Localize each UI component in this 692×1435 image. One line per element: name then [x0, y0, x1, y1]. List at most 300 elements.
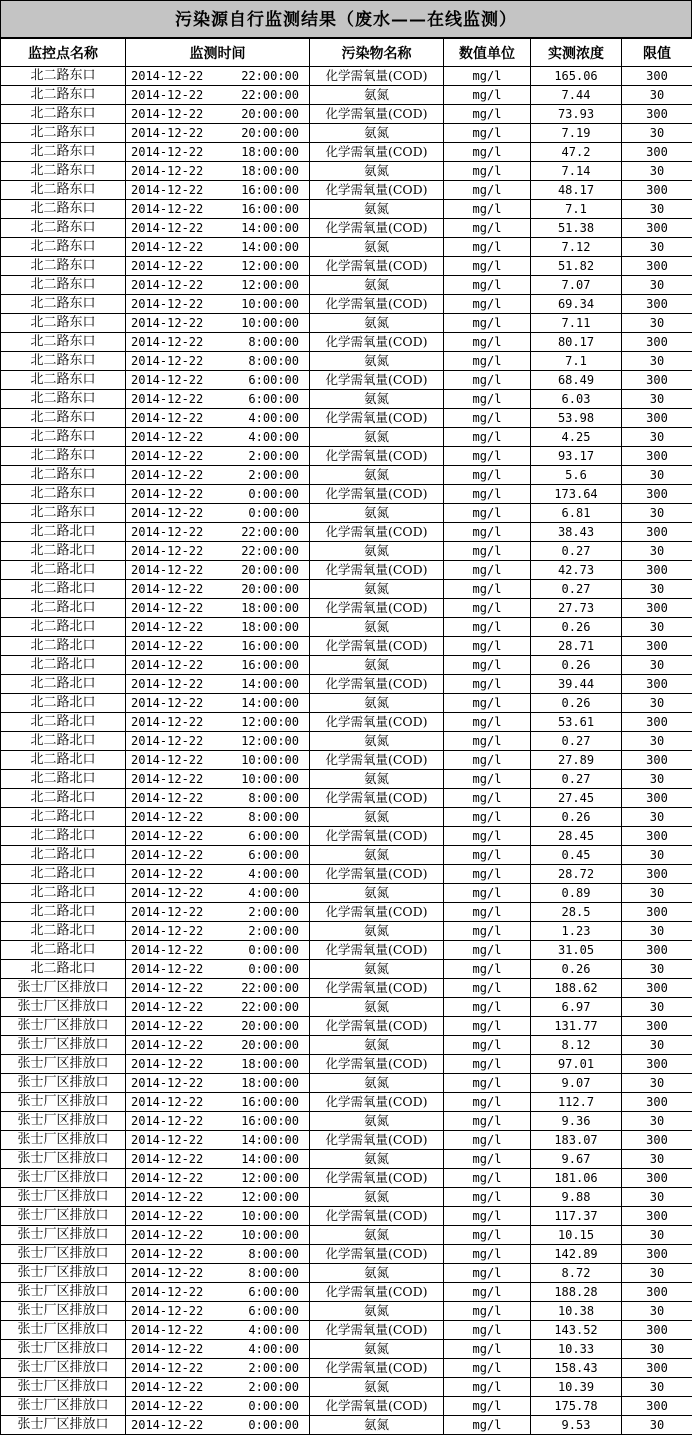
cell-site: 北二路东口: [1, 352, 126, 371]
cell-date: 2014-12-22: [131, 544, 204, 558]
cell-limit: 300: [622, 219, 692, 238]
cell-date: 2014-12-22: [131, 924, 204, 938]
cell-date: 2014-12-22: [131, 183, 204, 197]
cell-pollutant: 化学需氧量(COD): [310, 105, 444, 124]
cell-clock: 4:00:00: [248, 411, 299, 425]
cell-time: [126, 352, 310, 371]
cell-limit: 30: [622, 1264, 692, 1283]
cell-date: 2014-12-22: [131, 1304, 204, 1318]
cell-site: 张士厂区排放口: [1, 1055, 126, 1074]
cell-value: 8.12: [531, 1036, 622, 1055]
cell-date: 2014-12-22: [131, 316, 204, 330]
cell-time: [126, 86, 310, 105]
table-row: [1, 504, 692, 523]
cell-site: 北二路北口: [1, 884, 126, 903]
cell-limit: 30: [622, 960, 692, 979]
cell-date: 2014-12-22: [131, 696, 204, 710]
cell-site: 北二路东口: [1, 162, 126, 181]
cell-unit: mg/l: [444, 599, 531, 618]
cell-time: [126, 257, 310, 276]
cell-date: 2014-12-22: [131, 715, 204, 729]
cell-unit: mg/l: [444, 979, 531, 998]
cell-limit: 300: [622, 1207, 692, 1226]
cell-value: 10.38: [531, 1302, 622, 1321]
cell-pollutant: 化学需氧量(COD): [310, 485, 444, 504]
cell-date: 2014-12-22: [131, 221, 204, 235]
cell-site: 北二路北口: [1, 599, 126, 618]
cell-clock: 12:00:00: [241, 715, 299, 729]
cell-unit: mg/l: [444, 485, 531, 504]
cell-date: 2014-12-22: [131, 1247, 204, 1261]
table-row: [1, 1169, 692, 1188]
cell-pollutant: 氨氮: [310, 542, 444, 561]
cell-time: [126, 1112, 310, 1131]
cell-value: 68.49: [531, 371, 622, 390]
cell-date: 2014-12-22: [131, 202, 204, 216]
cell-clock: 10:00:00: [241, 1209, 299, 1223]
cell-limit: 300: [622, 637, 692, 656]
cell-date: 2014-12-22: [131, 905, 204, 919]
cell-limit: 30: [622, 428, 692, 447]
cell-clock: 2:00:00: [248, 449, 299, 463]
cell-pollutant: 氨氮: [310, 1226, 444, 1245]
cell-clock: 14:00:00: [241, 677, 299, 691]
cell-time: [126, 979, 310, 998]
cell-value: 93.17: [531, 447, 622, 466]
cell-time: [126, 751, 310, 770]
cell-value: 38.43: [531, 523, 622, 542]
cell-unit: mg/l: [444, 181, 531, 200]
cell-limit: 300: [622, 1359, 692, 1378]
cell-time: [126, 542, 310, 561]
cell-value: 0.27: [531, 732, 622, 751]
cell-clock: 4:00:00: [248, 1323, 299, 1337]
cell-time: [126, 789, 310, 808]
table-row: [1, 542, 692, 561]
cell-unit: mg/l: [444, 618, 531, 637]
cell-unit: mg/l: [444, 1131, 531, 1150]
cell-date: 2014-12-22: [131, 601, 204, 615]
cell-site: 张士厂区排放口: [1, 1283, 126, 1302]
cell-date: 2014-12-22: [131, 677, 204, 691]
cell-site: 张士厂区排放口: [1, 1112, 126, 1131]
table-row: [1, 352, 692, 371]
cell-clock: 16:00:00: [241, 1114, 299, 1128]
cell-value: 0.27: [531, 770, 622, 789]
cell-limit: 300: [622, 713, 692, 732]
cell-date: 2014-12-22: [131, 145, 204, 159]
cell-pollutant: 化学需氧量(COD): [310, 1169, 444, 1188]
cell-unit: mg/l: [444, 675, 531, 694]
cell-date: 2014-12-22: [131, 278, 204, 292]
cell-date: 2014-12-22: [131, 753, 204, 767]
table-row: [1, 219, 692, 238]
cell-site: 北二路东口: [1, 466, 126, 485]
cell-time: [126, 371, 310, 390]
cell-unit: mg/l: [444, 808, 531, 827]
cell-site: 北二路北口: [1, 675, 126, 694]
cell-value: 31.05: [531, 941, 622, 960]
cell-date: 2014-12-22: [131, 1133, 204, 1147]
cell-site: 北二路东口: [1, 67, 126, 86]
cell-value: 183.07: [531, 1131, 622, 1150]
cell-unit: mg/l: [444, 1245, 531, 1264]
cell-site: 北二路东口: [1, 390, 126, 409]
cell-clock: 0:00:00: [248, 506, 299, 520]
cell-value: 7.1: [531, 352, 622, 371]
cell-value: 80.17: [531, 333, 622, 352]
cell-limit: 30: [622, 238, 692, 257]
cell-clock: 12:00:00: [241, 278, 299, 292]
table-row: [1, 827, 692, 846]
cell-pollutant: 化学需氧量(COD): [310, 751, 444, 770]
table-row: [1, 1245, 692, 1264]
cell-value: 143.52: [531, 1321, 622, 1340]
table-row: [1, 409, 692, 428]
cell-site: 北二路北口: [1, 618, 126, 637]
cell-site: 北二路北口: [1, 846, 126, 865]
cell-date: 2014-12-22: [131, 1000, 204, 1014]
cell-time: [126, 466, 310, 485]
cell-clock: 22:00:00: [241, 525, 299, 539]
cell-time: [126, 599, 310, 618]
cell-value: 53.61: [531, 713, 622, 732]
cell-date: 2014-12-22: [131, 259, 204, 273]
table-row: [1, 1074, 692, 1093]
table-row: [1, 1112, 692, 1131]
cell-limit: 30: [622, 162, 692, 181]
results-table: [0, 38, 692, 1435]
cell-value: 53.98: [531, 409, 622, 428]
cell-time: [126, 1245, 310, 1264]
cell-site: 北二路东口: [1, 124, 126, 143]
cell-limit: 300: [622, 295, 692, 314]
cell-clock: 6:00:00: [248, 848, 299, 862]
cell-pollutant: 氨氮: [310, 428, 444, 447]
cell-unit: mg/l: [444, 314, 531, 333]
cell-value: 158.43: [531, 1359, 622, 1378]
cell-clock: 2:00:00: [248, 1361, 299, 1375]
cell-date: 2014-12-22: [131, 791, 204, 805]
cell-limit: 300: [622, 105, 692, 124]
cell-date: 2014-12-22: [131, 1076, 204, 1090]
cell-date: 2014-12-22: [131, 107, 204, 121]
cell-site: 北二路东口: [1, 485, 126, 504]
cell-clock: 0:00:00: [248, 1399, 299, 1413]
cell-value: 7.44: [531, 86, 622, 105]
cell-date: 2014-12-22: [131, 1095, 204, 1109]
cell-limit: 30: [622, 1150, 692, 1169]
cell-limit: 300: [622, 143, 692, 162]
cell-pollutant: 氨氮: [310, 1188, 444, 1207]
table-row: [1, 1340, 692, 1359]
cell-value: 10.33: [531, 1340, 622, 1359]
page-title: 污染源自行监测结果（废水——在线监测）: [0, 0, 692, 38]
cell-limit: 300: [622, 751, 692, 770]
cell-time: [126, 1264, 310, 1283]
table-row: [1, 314, 692, 333]
cell-site: 张士厂区排放口: [1, 979, 126, 998]
cell-time: [126, 295, 310, 314]
cell-time: [126, 333, 310, 352]
table-row: [1, 447, 692, 466]
cell-unit: mg/l: [444, 561, 531, 580]
cell-site: 张士厂区排放口: [1, 1302, 126, 1321]
cell-clock: 14:00:00: [241, 1152, 299, 1166]
cell-limit: 30: [622, 390, 692, 409]
cell-unit: mg/l: [444, 238, 531, 257]
cell-limit: 30: [622, 580, 692, 599]
cell-site: 北二路北口: [1, 732, 126, 751]
table-row: [1, 1207, 692, 1226]
cell-value: 188.62: [531, 979, 622, 998]
cell-date: 2014-12-22: [131, 1266, 204, 1280]
cell-unit: mg/l: [444, 751, 531, 770]
cell-value: 51.82: [531, 257, 622, 276]
cell-value: 5.6: [531, 466, 622, 485]
header-row: [1, 39, 692, 67]
cell-time: [126, 162, 310, 181]
cell-limit: 300: [622, 979, 692, 998]
cell-clock: 20:00:00: [241, 1038, 299, 1052]
table-row: [1, 580, 692, 599]
cell-time: [126, 181, 310, 200]
cell-clock: 8:00:00: [248, 810, 299, 824]
table-row: [1, 1055, 692, 1074]
cell-clock: 14:00:00: [241, 696, 299, 710]
cell-time: [126, 409, 310, 428]
cell-site: 张士厂区排放口: [1, 1321, 126, 1340]
cell-time: [126, 1321, 310, 1340]
cell-date: 2014-12-22: [131, 1399, 204, 1413]
cell-site: 北二路北口: [1, 713, 126, 732]
cell-limit: 30: [622, 1302, 692, 1321]
cell-clock: 20:00:00: [241, 563, 299, 577]
cell-clock: 16:00:00: [241, 1095, 299, 1109]
cell-date: 2014-12-22: [131, 506, 204, 520]
cell-unit: mg/l: [444, 637, 531, 656]
cell-value: 112.7: [531, 1093, 622, 1112]
cell-pollutant: 氨氮: [310, 1112, 444, 1131]
cell-unit: mg/l: [444, 390, 531, 409]
cell-value: 27.73: [531, 599, 622, 618]
cell-limit: 300: [622, 67, 692, 86]
cell-clock: 20:00:00: [241, 126, 299, 140]
table-row: [1, 808, 692, 827]
cell-limit: 30: [622, 1416, 692, 1435]
cell-unit: mg/l: [444, 1093, 531, 1112]
cell-time: [126, 1131, 310, 1150]
cell-pollutant: 化学需氧量(COD): [310, 713, 444, 732]
cell-time: [126, 447, 310, 466]
table-row: [1, 713, 692, 732]
cell-limit: 300: [622, 523, 692, 542]
cell-value: 0.26: [531, 656, 622, 675]
cell-site: 北二路东口: [1, 428, 126, 447]
cell-unit: mg/l: [444, 200, 531, 219]
cell-limit: 300: [622, 1017, 692, 1036]
cell-unit: mg/l: [444, 466, 531, 485]
cell-time: [126, 314, 310, 333]
cell-unit: mg/l: [444, 295, 531, 314]
cell-unit: mg/l: [444, 333, 531, 352]
table-row: [1, 561, 692, 580]
cell-clock: 2:00:00: [248, 924, 299, 938]
cell-value: 8.72: [531, 1264, 622, 1283]
table-row: [1, 181, 692, 200]
cell-value: 39.44: [531, 675, 622, 694]
cell-pollutant: 氨氮: [310, 1036, 444, 1055]
cell-clock: 8:00:00: [248, 791, 299, 805]
table-row: [1, 1321, 692, 1340]
cell-time: [126, 1074, 310, 1093]
cell-value: 51.38: [531, 219, 622, 238]
cell-site: 北二路东口: [1, 371, 126, 390]
cell-pollutant: 化学需氧量(COD): [310, 675, 444, 694]
cell-pollutant: 氨氮: [310, 694, 444, 713]
cell-time: [126, 884, 310, 903]
table-row: [1, 523, 692, 542]
cell-limit: 300: [622, 903, 692, 922]
cell-unit: mg/l: [444, 1302, 531, 1321]
cell-clock: 6:00:00: [248, 373, 299, 387]
cell-pollutant: 氨氮: [310, 998, 444, 1017]
cell-pollutant: 化学需氧量(COD): [310, 1397, 444, 1416]
cell-time: [126, 561, 310, 580]
table-row: [1, 922, 692, 941]
cell-pollutant: 氨氮: [310, 1264, 444, 1283]
cell-site: 北二路北口: [1, 656, 126, 675]
cell-time: [126, 1226, 310, 1245]
table-row: [1, 466, 692, 485]
cell-clock: 20:00:00: [241, 1019, 299, 1033]
cell-site: 北二路北口: [1, 751, 126, 770]
header-limit: 限值: [622, 39, 692, 67]
cell-site: 北二路东口: [1, 295, 126, 314]
cell-pollutant: 氨氮: [310, 200, 444, 219]
cell-date: 2014-12-22: [131, 1285, 204, 1299]
cell-pollutant: 化学需氧量(COD): [310, 257, 444, 276]
cell-limit: 300: [622, 257, 692, 276]
cell-unit: mg/l: [444, 162, 531, 181]
cell-unit: mg/l: [444, 903, 531, 922]
cell-date: 2014-12-22: [131, 297, 204, 311]
cell-limit: 30: [622, 542, 692, 561]
cell-unit: mg/l: [444, 998, 531, 1017]
cell-site: 北二路东口: [1, 238, 126, 257]
cell-site: 张士厂区排放口: [1, 1340, 126, 1359]
table-row: [1, 371, 692, 390]
cell-date: 2014-12-22: [131, 1342, 204, 1356]
cell-pollutant: 氨氮: [310, 618, 444, 637]
cell-unit: mg/l: [444, 523, 531, 542]
cell-value: 0.26: [531, 808, 622, 827]
cell-site: 张士厂区排放口: [1, 1188, 126, 1207]
cell-site: 张士厂区排放口: [1, 1036, 126, 1055]
cell-time: [126, 1207, 310, 1226]
cell-time: [126, 200, 310, 219]
cell-pollutant: 氨氮: [310, 732, 444, 751]
cell-time: [126, 732, 310, 751]
cell-time: [126, 808, 310, 827]
table-body: [1, 67, 692, 1435]
cell-pollutant: 化学需氧量(COD): [310, 143, 444, 162]
cell-clock: 2:00:00: [248, 1380, 299, 1394]
cell-pollutant: 氨氮: [310, 1150, 444, 1169]
cell-time: [126, 105, 310, 124]
cell-site: 北二路东口: [1, 314, 126, 333]
cell-date: 2014-12-22: [131, 1323, 204, 1337]
cell-site: 北二路东口: [1, 447, 126, 466]
table-row: [1, 1093, 692, 1112]
cell-pollutant: 化学需氧量(COD): [310, 181, 444, 200]
cell-pollutant: 化学需氧量(COD): [310, 67, 444, 86]
cell-pollutant: 氨氮: [310, 846, 444, 865]
cell-unit: mg/l: [444, 1017, 531, 1036]
cell-time: [126, 67, 310, 86]
cell-time: [126, 428, 310, 447]
table-row: [1, 1264, 692, 1283]
table-row: [1, 846, 692, 865]
cell-date: 2014-12-22: [131, 1190, 204, 1204]
cell-unit: mg/l: [444, 713, 531, 732]
cell-clock: 22:00:00: [241, 981, 299, 995]
cell-clock: 18:00:00: [241, 620, 299, 634]
cell-pollutant: 氨氮: [310, 238, 444, 257]
header-unit: 数值单位: [444, 39, 531, 67]
cell-clock: 4:00:00: [248, 430, 299, 444]
cell-pollutant: 氨氮: [310, 504, 444, 523]
table-row: [1, 162, 692, 181]
table-row: [1, 485, 692, 504]
cell-pollutant: 氨氮: [310, 884, 444, 903]
cell-pollutant: 化学需氧量(COD): [310, 1055, 444, 1074]
cell-site: 张士厂区排放口: [1, 1226, 126, 1245]
cell-site: 北二路北口: [1, 770, 126, 789]
cell-unit: mg/l: [444, 580, 531, 599]
cell-clock: 18:00:00: [241, 164, 299, 178]
cell-pollutant: 化学需氧量(COD): [310, 219, 444, 238]
cell-date: 2014-12-22: [131, 1228, 204, 1242]
cell-time: [126, 713, 310, 732]
cell-unit: mg/l: [444, 1283, 531, 1302]
cell-clock: 18:00:00: [241, 1057, 299, 1071]
cell-clock: 10:00:00: [241, 1228, 299, 1242]
table-row: [1, 732, 692, 751]
cell-clock: 22:00:00: [241, 544, 299, 558]
cell-value: 117.37: [531, 1207, 622, 1226]
cell-date: 2014-12-22: [131, 1019, 204, 1033]
cell-clock: 14:00:00: [241, 1133, 299, 1147]
cell-pollutant: 氨氮: [310, 580, 444, 599]
cell-value: 6.97: [531, 998, 622, 1017]
cell-clock: 6:00:00: [248, 1285, 299, 1299]
header-pollutant: 污染物名称: [310, 39, 444, 67]
cell-clock: 18:00:00: [241, 601, 299, 615]
table-row: [1, 1017, 692, 1036]
cell-unit: mg/l: [444, 105, 531, 124]
table-row: [1, 295, 692, 314]
cell-value: 10.39: [531, 1378, 622, 1397]
cell-pollutant: 化学需氧量(COD): [310, 295, 444, 314]
cell-date: 2014-12-22: [131, 1418, 204, 1432]
header-time: 监测时间: [126, 39, 310, 67]
cell-unit: mg/l: [444, 143, 531, 162]
table-row: [1, 428, 692, 447]
cell-value: 28.5: [531, 903, 622, 922]
cell-date: 2014-12-22: [131, 1380, 204, 1394]
cell-time: [126, 1188, 310, 1207]
